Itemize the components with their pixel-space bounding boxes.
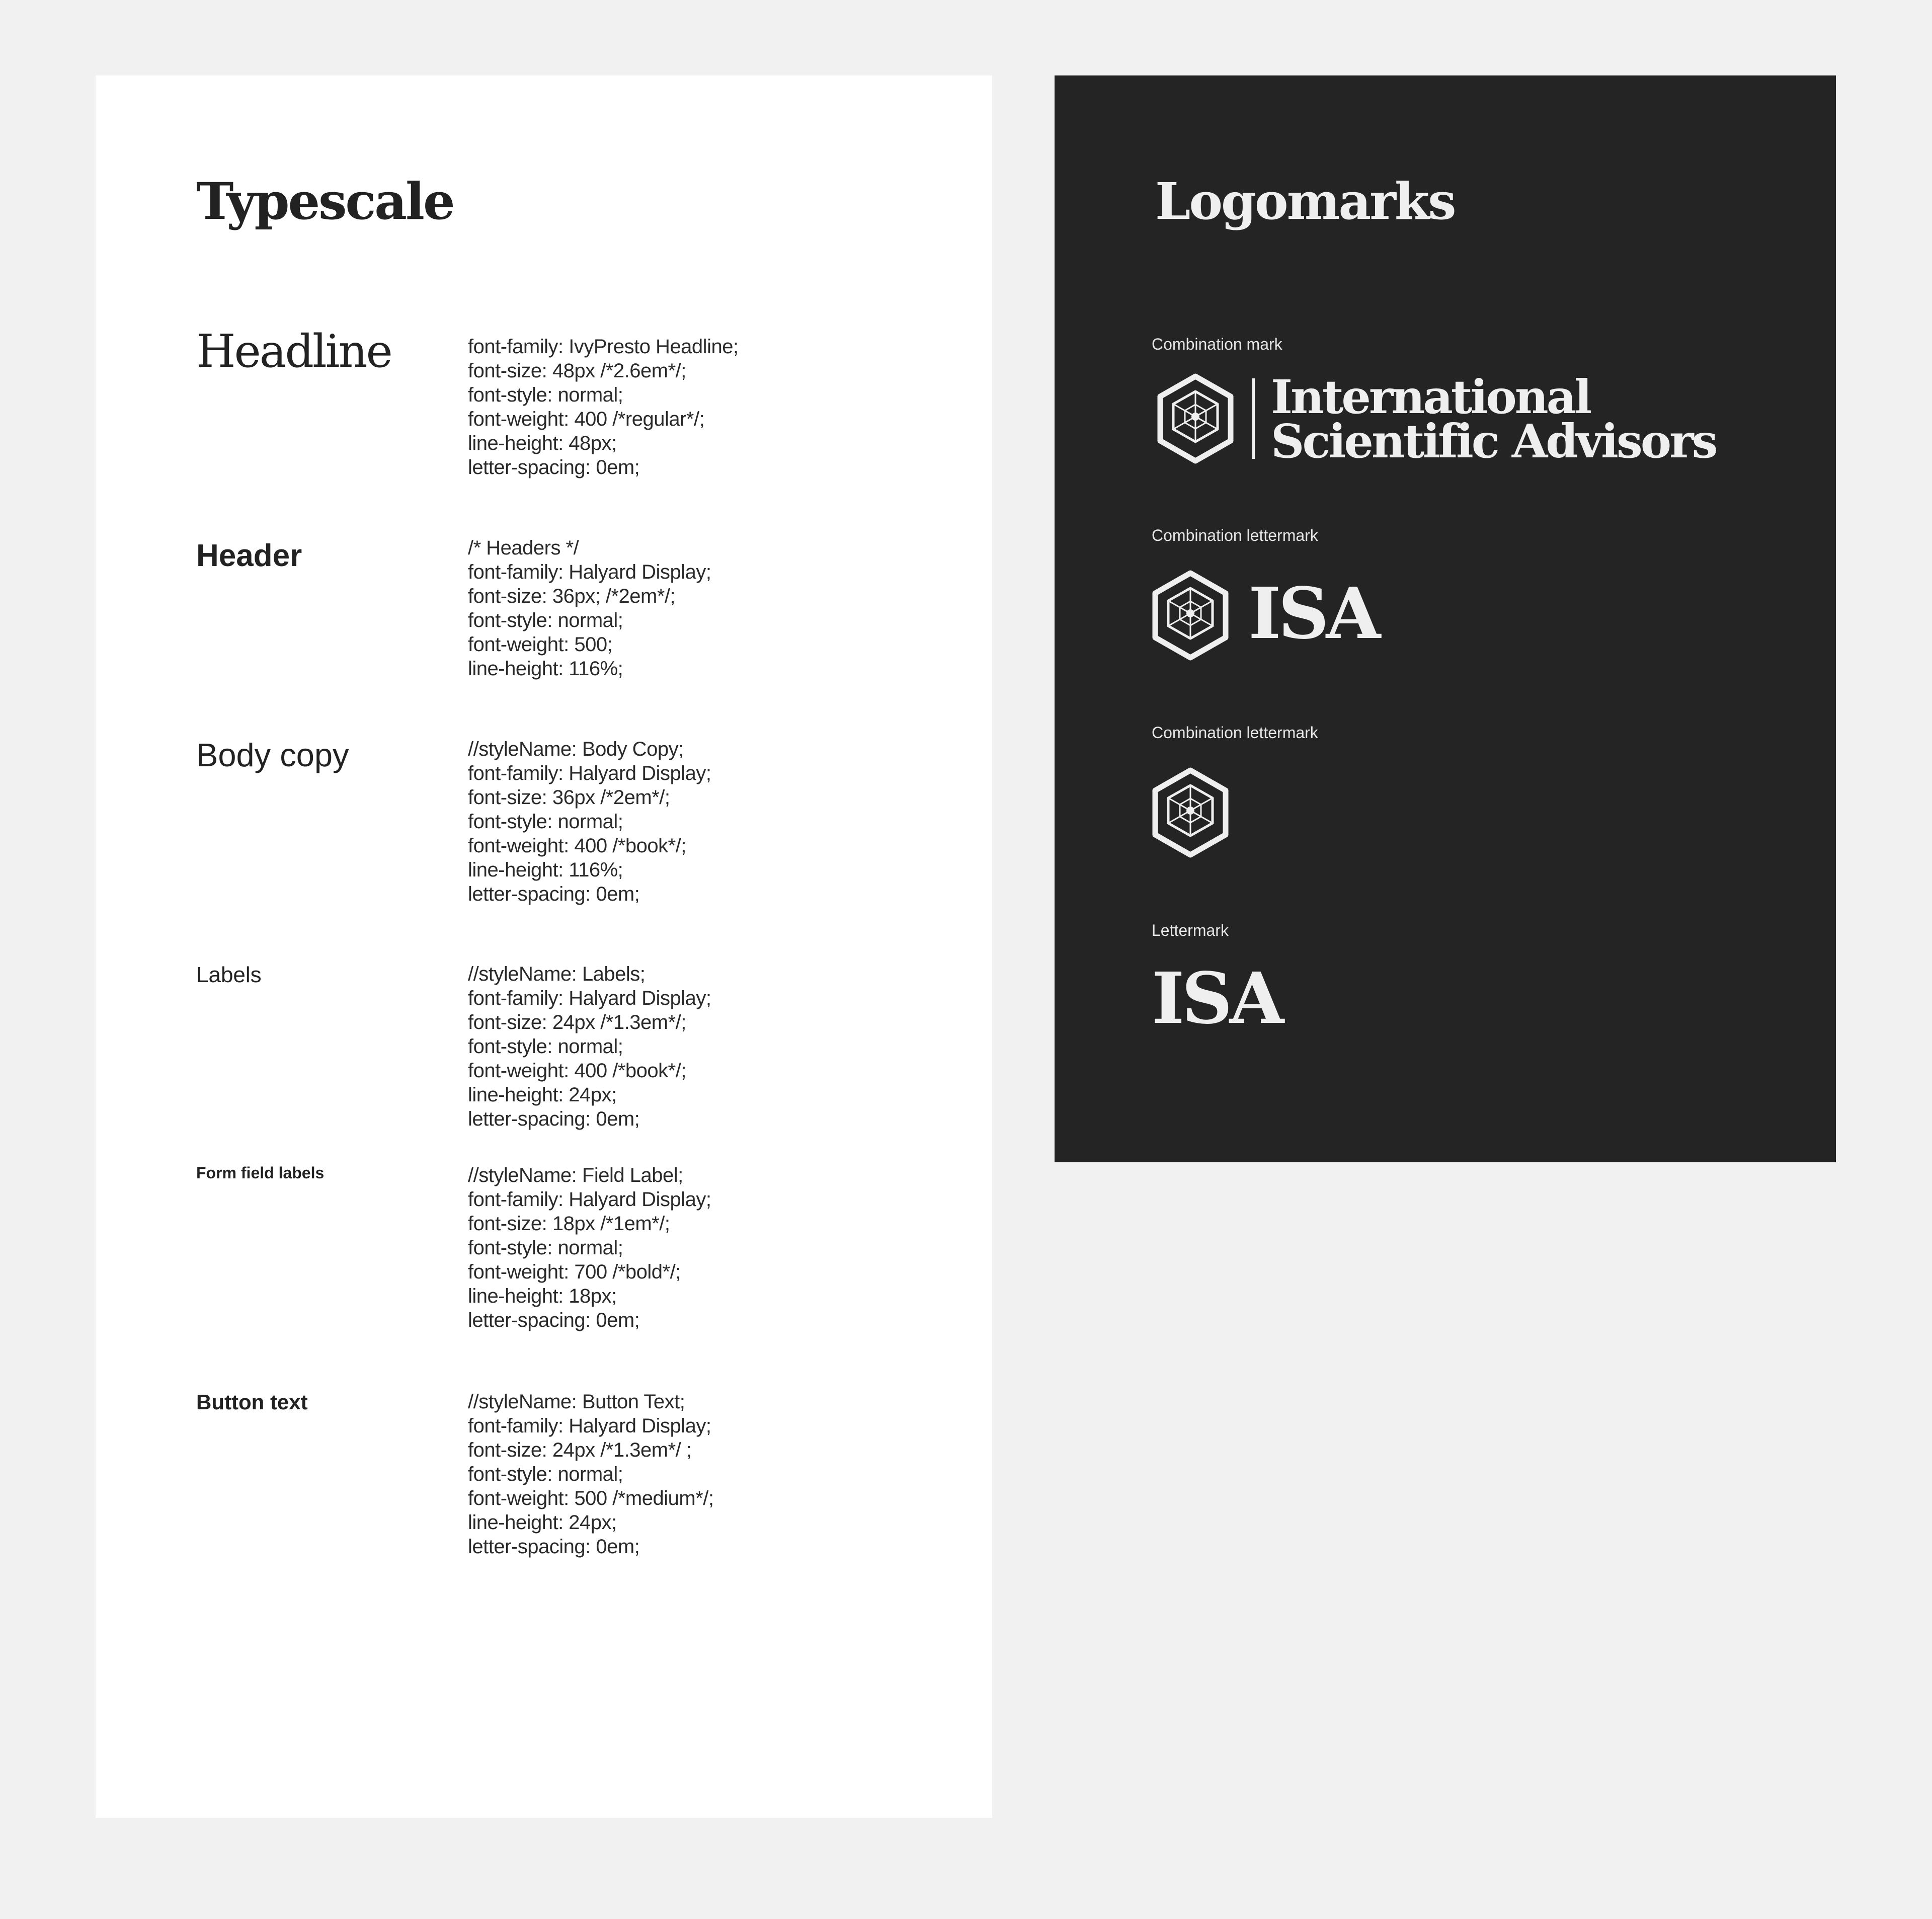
combination-mark-caption: Combination mark	[1152, 335, 1282, 353]
style-css-button-text: //styleName: Button Text; font-family: Halyard Display; font-size: 24px /*1.3em*/ ; font-style: normal; font-weight: 500 /*medium*/; line-height: 24px; letter-spacing: 0em;	[468, 1391, 714, 1558]
style-name-header: Header	[196, 538, 302, 573]
typescale-panel	[96, 75, 992, 1818]
hexagon-web-icon	[1155, 373, 1236, 464]
wordmark-line-1: International	[1271, 370, 1590, 424]
style-css-labels: //styleName: Labels; font-family: Halyard Display; font-size: 24px /*1.3em*/; font-style: normal; font-weight: 400 /*book*/; line-height: 24px; letter-spacing: 0em;	[468, 963, 711, 1130]
combination-wordmark	[1271, 370, 1716, 468]
wordmark-line-2: Scientific Advisors	[1271, 414, 1716, 468]
typescale-title: Typescale	[196, 172, 454, 231]
lettermark-letters: ISA	[1152, 957, 1281, 1040]
style-name-headline: Headline	[196, 325, 391, 378]
logomarks-title: Logomarks	[1155, 172, 1455, 231]
icon-mark-caption: Combination lettermark	[1152, 724, 1318, 742]
style-name-labels: Labels	[196, 963, 262, 987]
style-css-header: /* Headers */ font-family: Halyard Display; font-size: 36px; /*2em*/; font-style: normal; font-weight: 500; line-height: 116%;	[468, 537, 711, 680]
style-css-body-copy: //styleName: Body Copy; font-family: Halyard Display; font-size: 36px /*2em*/; font-style: normal; font-weight: 400 /*book*/; line-height: 116%; letter-spacing: 0em;	[468, 738, 711, 905]
style-name-body-copy: Body copy	[196, 737, 349, 773]
lettermark-caption: Lettermark	[1152, 921, 1229, 939]
logomarks-panel	[1055, 75, 1836, 1162]
logo-divider	[1252, 378, 1255, 459]
combination-lettermark-letters: ISA	[1248, 573, 1378, 655]
hexagon-web-icon	[1150, 570, 1231, 661]
style-css-headline: font-family: IvyPresto Headline; font-size: 48px /*2.6em*/; font-style: normal; font-weight: 400 /*regular*/; line-height: 48px; letter-spacing: 0em;	[468, 336, 739, 478]
style-name-form-field-labels: Form field labels	[196, 1164, 325, 1182]
combination-lettermark-caption: Combination lettermark	[1152, 526, 1318, 544]
style-name-button-text: Button text	[196, 1390, 308, 1414]
style-css-form-field-labels: //styleName: Field Label; font-family: Halyard Display; font-size: 18px /*1em*/; font-style: normal; font-weight: 700 /*bold*/; line-height: 18px; letter-spacing: 0em;	[468, 1164, 711, 1331]
hexagon-web-icon	[1150, 767, 1231, 858]
